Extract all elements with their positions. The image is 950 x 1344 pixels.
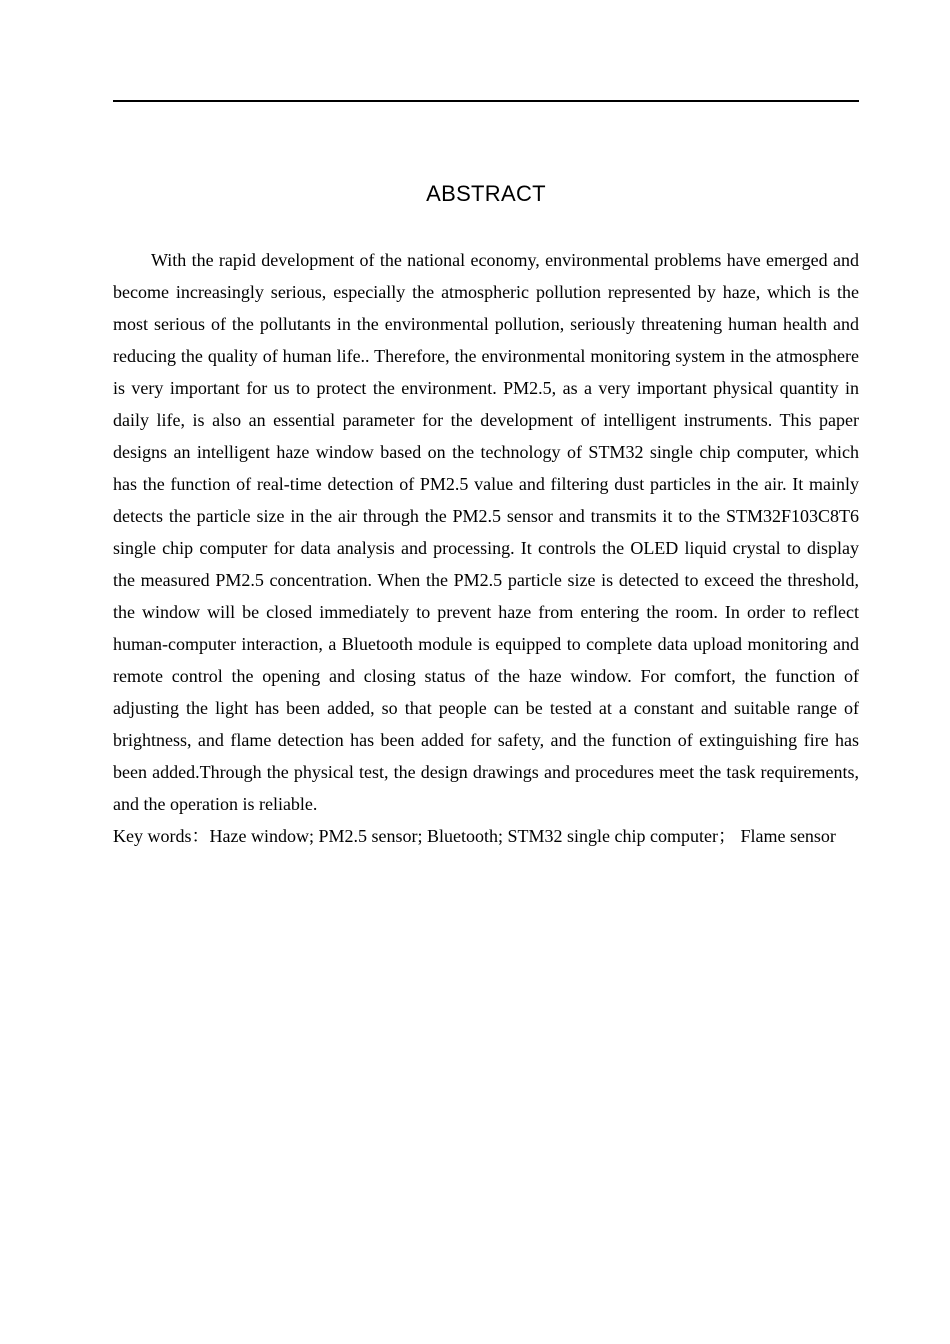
page-title: ABSTRACT — [426, 181, 546, 206]
abstract-body — [113, 244, 859, 852]
header-rule — [113, 100, 859, 102]
keywords-paragraph — [113, 820, 859, 852]
keywords-label: Key words： — [113, 826, 210, 846]
keywords-list: Haze window; PM2.5 sensor; Bluetooth; STM32 single chip computer； Flame sensor — [209, 826, 836, 846]
abstract-paragraph: With the rapid development of the national economy, environmental problems have emerged and become increasingly serious, especially the atmospheric pollution represented by haze, which is the most serious of the pollutants in the environmental pollution, seriously threatening human health and reducing the quality of human life.. Therefore, the environmental monitoring system in the atmosphere is very important for us to protect the environment. PM2.5, as a very important physical quantity in daily life, is also an essential parameter for the development of intelligent instruments. This paper designs an intelligent haze window based on the technology of STM32 single chip computer, which has the function of real-time detection of PM2.5 value and filtering dust particles in the air. It mainly detects the particle size in the air through the PM2.5 sensor and transmits it to the STM32F103C8T6 single chip computer for data analysis and processing. It controls the OLED liquid crystal to display the measured PM2.5 concentration. When the PM2.5 particle size is detected to exceed the threshold, the window will be closed immediately to prevent haze from entering the room. In order to reflect human-computer interaction, a Bluetooth module is equipped to complete data upload monitoring and remote control the opening and closing status of the haze window. For comfort, the function of adjusting the light has been added, so that people can be tested at a constant and suitable range of brightness, and flame detection has been added for safety, and the function of extinguishing fire has been added.Through the physical test, the design drawings and procedures meet the task requirements, and the operation is reliable. — [113, 250, 859, 814]
